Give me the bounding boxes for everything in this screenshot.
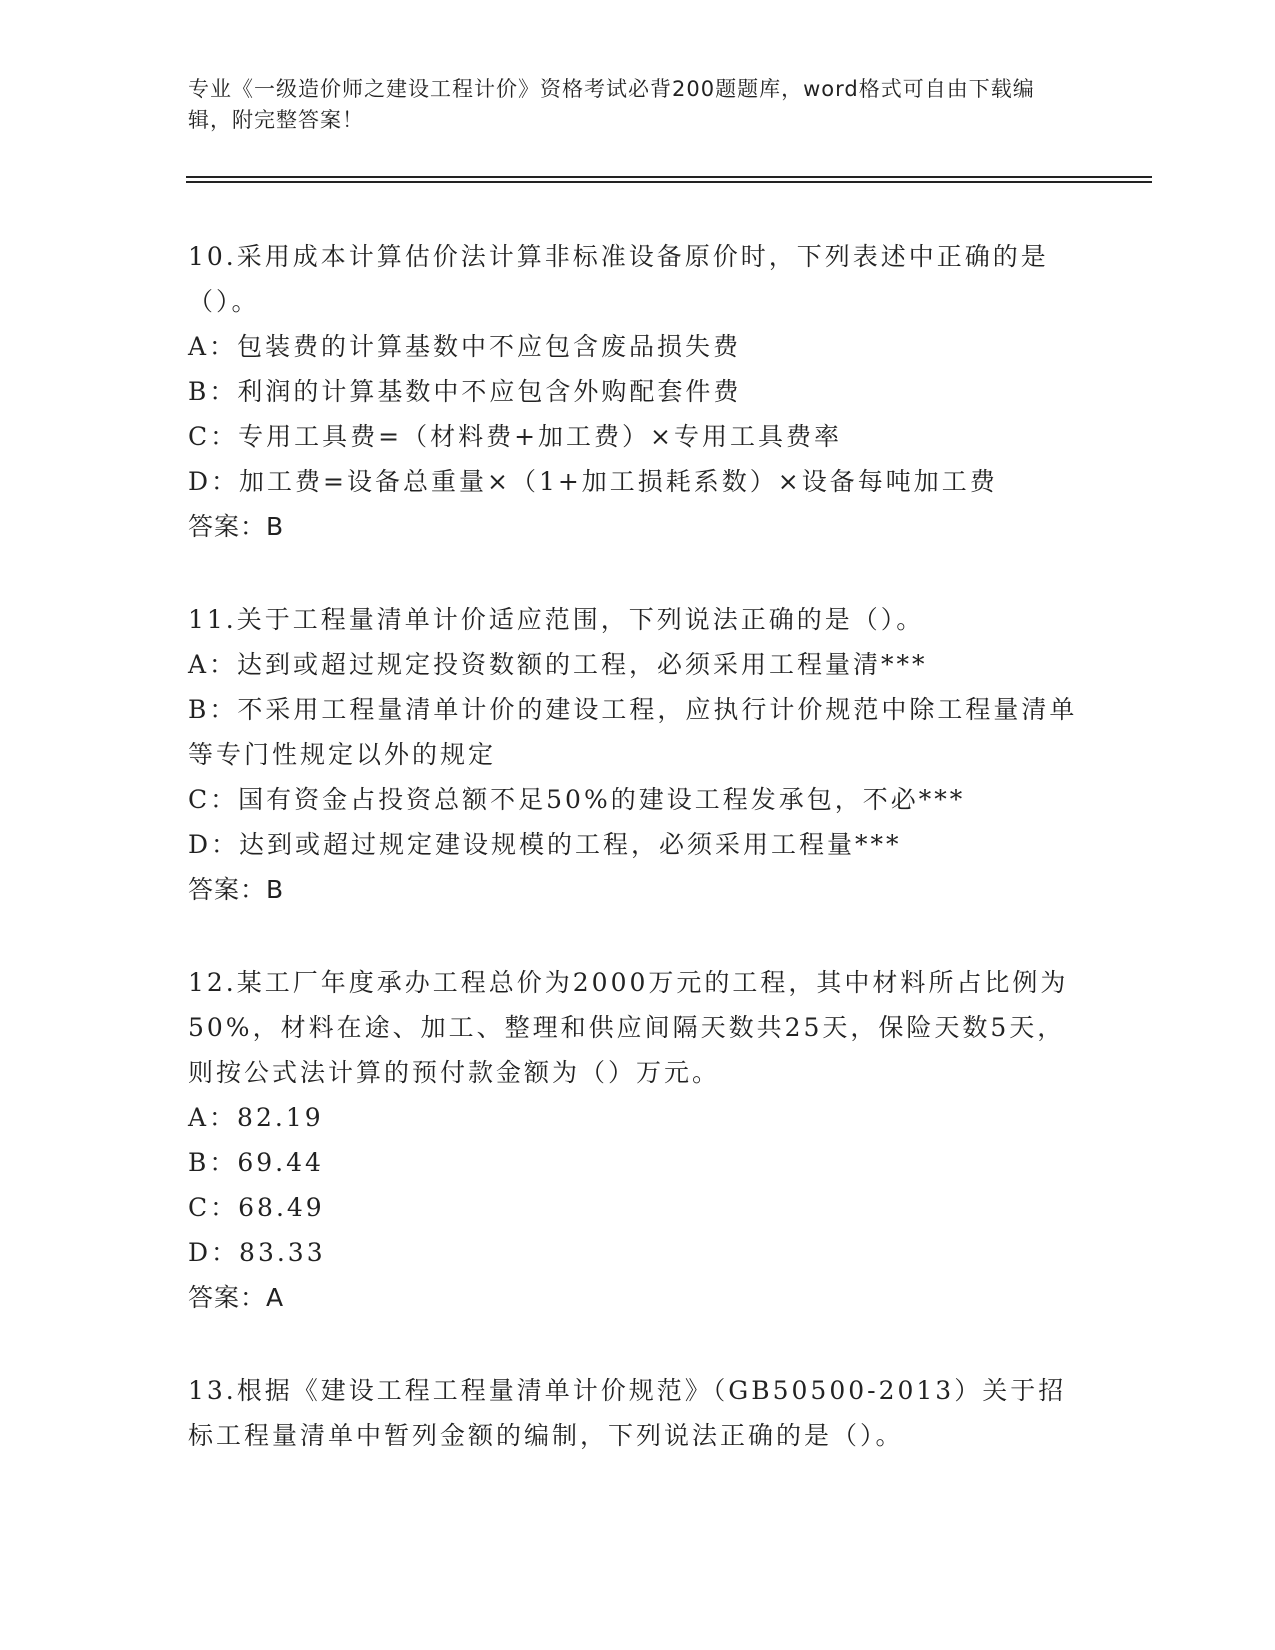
option-c: C：68.49: [188, 1193, 325, 1222]
option-a: A：82.19: [188, 1103, 324, 1132]
question-10: [188, 234, 1088, 549]
question-stem: 11.关于工程量清单计价适应范围，下列说法正确的是（）。: [188, 605, 925, 634]
option-d: D：加工费=设备总重量×（1+加工损耗系数）×设备每吨加工费: [188, 467, 998, 496]
option-b: B：不采用工程量清单计价的建设工程，应执行计价规范中除工程量清单等专门性规定以外的规定: [188, 695, 1078, 769]
answer-label: 答案：B: [188, 512, 285, 541]
answer-label: 答案：B: [188, 875, 285, 904]
option-b: B：69.44: [188, 1148, 324, 1177]
question-13: [188, 1368, 1088, 1458]
question-stem: 12.某工厂年度承办工程总价为2000万元的工程，其中材料所占比例为50%，材料在途、加工、整理和供应间隔天数共25天，保险天数5天，则按公式法计算的预付款金额为（）万元。: [188, 968, 1069, 1087]
option-a: A：达到或超过规定投资数额的工程，必须采用工程量清***: [188, 650, 928, 679]
question-list: [188, 234, 1088, 1506]
header-divider-bottom: [186, 181, 1152, 183]
question-12: [188, 960, 1088, 1320]
option-d: D：83.33: [188, 1238, 326, 1267]
question-stem: 10.采用成本计算估价法计算非标准设备原价时，下列表述中正确的是（）。: [188, 242, 1049, 316]
header-divider-top: [186, 176, 1152, 178]
question-11: [188, 597, 1088, 912]
answer-label: 答案：A: [188, 1283, 285, 1312]
option-d: D：达到或超过规定建设规模的工程，必须采用工程量***: [188, 830, 902, 859]
option-a: A：包装费的计算基数中不应包含废品损失费: [188, 332, 742, 361]
option-c: C：国有资金占投资总额不足50%的建设工程发承包，不必***: [188, 785, 966, 814]
question-stem: 13.根据《建设工程工程量清单计价规范》（GB50500-2013）关于招标工程量清单中暂列金额的编制，下列说法正确的是（）。: [188, 1376, 1067, 1450]
option-b: B：利润的计算基数中不应包含外购配套件费: [188, 377, 742, 406]
option-c: C：专用工具费=（材料费+加工费）×专用工具费率: [188, 422, 842, 451]
document-header: 专业《一级造价师之建设工程计价》资格考试必背200题题库，word格式可自由下载编辑，附完整答案！: [188, 77, 1035, 132]
